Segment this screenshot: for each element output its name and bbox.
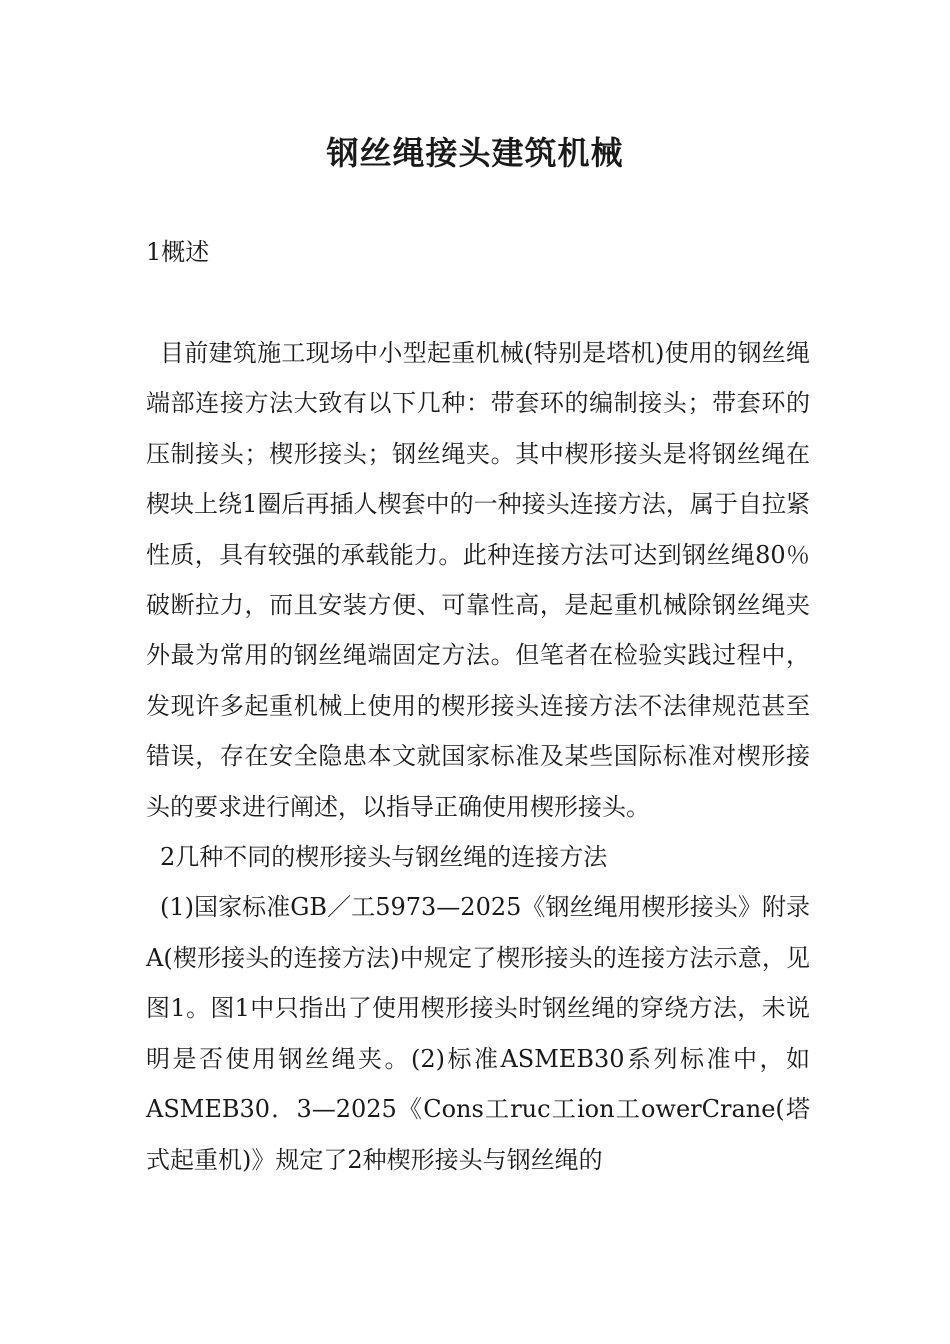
document-title: 钢丝绳接头建筑机械 xyxy=(326,134,624,172)
paragraph-connection-methods: (1)国家标准GB／工5973—2025《钢丝绳用楔形接头》附录A(楔形接头的连接方法)中规定了楔形接头的连接方法示意，见图1。图1中只指出了使用楔形接头时钢丝绳的穿绕方法，未说明是否使用钢丝绳夹。(2)标准ASMEB30系列标准中，如ASMEB30．3—2025《Cons工ruc工ion工owerCrane(塔式起重机)》规定了2种楔形接头与钢丝绳的 xyxy=(146,893,810,1174)
document-body xyxy=(146,328,810,1185)
section-heading-connection-methods: 2几种不同的楔形接头与钢丝绳的连接方法 xyxy=(160,843,608,872)
paragraph-overview: 目前建筑施工现场中小型起重机械(特别是塔机)使用的钢丝绳端部连接方法大致有以下几种：带套环的编制接头；带套环的压制接头；楔形接头；钢丝绳夹。其中楔形接头是将钢丝绳在楔块上绕1圈后再插人楔套中的一种接头连接方法，属于自拉紧性质，具有较强的承载能力。此种连接方法可达到钢丝绳80％破断拉力，而且安装方便、可靠性高，是起重机械除钢丝绳夹外最为常用的钢丝绳端固定方法。但笔者在检验实践过程中，发现许多起重机械上使用的楔形接头连接方法不法律规范甚至错误，存在安全隐患本文就国家标准及某些国际标准对楔形接头的要求进行阐述，以指导正确使用楔形接头。 xyxy=(146,339,810,821)
section-heading-overview: 1概述 xyxy=(146,238,210,266)
